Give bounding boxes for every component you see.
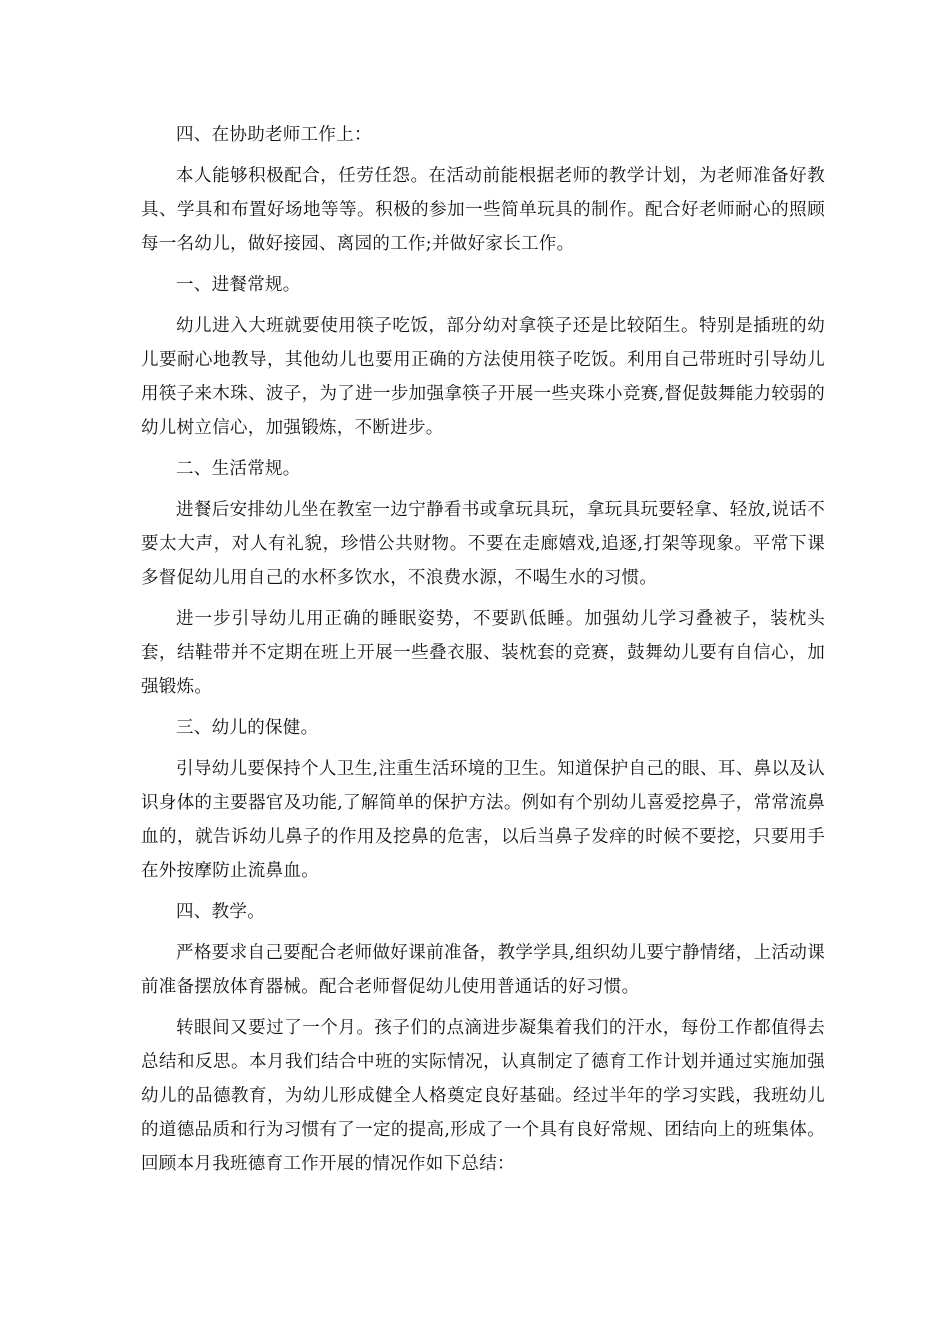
paragraph-monthly-summary: 转眼间又要过了一个月。孩子们的点滴进步凝集着我们的汗水，每份工作都值得去总结和反思。本月我们结合中班的实际情况，认真制定了德育工作计划并通过实施加强幼儿的品德教育，为幼儿形成健全人格奠定良好基础。经过半年的学习实践，我班幼儿的道德品质和行为习惯有了一定的提高,形成了一个具有良好常规、团结向上的班集体。回顾本月我班德育工作开展的情况作如下总结： bbox=[141, 1018, 825, 1174]
section-heading-teaching: 四、教学。 bbox=[176, 902, 265, 922]
paragraph-teaching: 严格要求自己要配合老师做好课前准备，教学学具,组织幼儿要宁静情绪，上活动课前准备摆放体育器械。配合老师督促幼儿使用普通话的好习惯。 bbox=[141, 943, 825, 997]
paragraph-life-routine: 进餐后安排幼儿坐在教室一边宁静看书或拿玩具玩，拿玩具玩要轻拿、轻放,说话不要太大声，对人有礼貌，珍惜公共财物。不要在走廊嬉戏,追逐,打架等现象。平常下课多督促幼儿用自己的水杯多饮水，不浪费水源，不喝生水的习惯。 bbox=[141, 500, 825, 588]
section-heading-meal-routine: 一、进餐常规。 bbox=[176, 275, 301, 295]
document-body bbox=[141, 118, 825, 1188]
section-heading-life-routine: 二、生活常规。 bbox=[176, 459, 301, 479]
section-heading-assist-teacher: 四、在协助老师工作上： bbox=[176, 125, 372, 145]
paragraph-assist-teacher: 本人能够积极配合，任劳任怨。在活动前能根据老师的教学计划，为老师准备好教具、学具和布置好场地等等。积极的参加一些简单玩具的制作。配合好老师耐心的照顾每一名幼儿，做好接园、离园的工作;并做好家长工作。 bbox=[141, 166, 825, 254]
paragraph-sleep-routine: 进一步引导幼儿用正确的睡眠姿势，不要趴低睡。加强幼儿学习叠被子，装枕头套，结鞋带并不定期在班上开展一些叠衣服、装枕套的竞赛，鼓舞幼儿要有自信心，加强锻炼。 bbox=[141, 609, 825, 697]
section-heading-health-care: 三、幼儿的保健。 bbox=[176, 718, 319, 738]
paragraph-meal-routine: 幼儿进入大班就要使用筷子吃饭，部分幼对拿筷子还是比较陌生。特别是插班的幼儿要耐心地教导，其他幼儿也要用正确的方法使用筷子吃饭。利用自己带班时引导幼儿用筷子来木珠、波子，为了进一步加强拿筷子开展一些夹珠小竞赛,督促鼓舞能力较弱的幼儿树立信心，加强锻炼，不断进步。 bbox=[141, 316, 825, 438]
paragraph-health-care: 引导幼儿要保持个人卫生,注重生活环境的卫生。知道保护自己的眼、耳、鼻以及认识身体的主要器官及功能,了解简单的保护方法。例如有个别幼儿喜爱挖鼻子，常常流鼻血的，就告诉幼儿鼻子的作用及挖鼻的危害，以后当鼻子发痒的时候不要挖，只要用手在外按摩防止流鼻血。 bbox=[141, 759, 825, 881]
